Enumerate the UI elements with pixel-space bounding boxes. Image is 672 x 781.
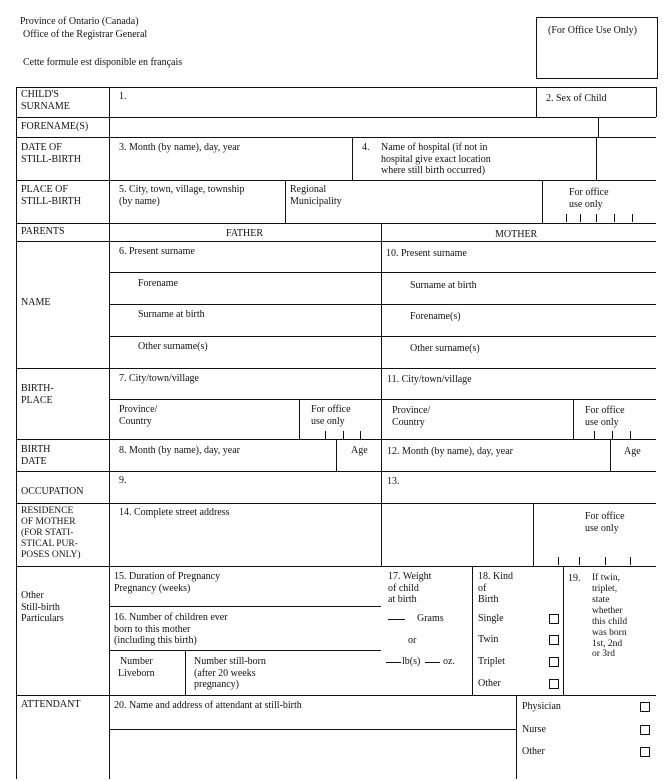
- french-note: Cette formule est disponible en français: [23, 57, 183, 68]
- father-age-field[interactable]: Age: [351, 445, 368, 456]
- stillbirth-date-field[interactable]: 3. Month (by name), day, year: [119, 142, 240, 153]
- childs-surname-label: CHILD'S SURNAME: [21, 89, 70, 112]
- single-checkbox[interactable]: [549, 614, 559, 624]
- place-city-field[interactable]: 5. City, town, village, township (by name): [119, 184, 245, 207]
- birth-order-field[interactable]: If twin, triplet, state whether this child was born 1st, 2nd or 3rd: [592, 573, 628, 660]
- weight-heading: 17. Weight of child at birth: [388, 571, 432, 605]
- mother-occupation-field[interactable]: 13.: [387, 476, 400, 487]
- occupation-label: OCCUPATION: [21, 486, 84, 497]
- mother-age-field[interactable]: Age: [624, 446, 641, 457]
- mother-city-field[interactable]: 11. City/town/village: [387, 374, 472, 385]
- mother-forenames-field[interactable]: Forename(s): [410, 311, 461, 322]
- residence-label: RESIDENCE OF MOTHER (FOR STATI- STICAL PUR- POSES ONLY): [21, 506, 81, 560]
- number-stillborn-field[interactable]: Number still-born (after 20 weeks pregnancy): [194, 656, 266, 690]
- attendant-label: ATTENDANT: [21, 699, 81, 710]
- number-liveborn-field[interactable]: Number Liveborn: [118, 656, 155, 679]
- mother-other-surnames-field[interactable]: Other surname(s): [410, 343, 480, 354]
- birth-order-number: 19.: [568, 573, 581, 584]
- registrar-line: Office of the Registrar General: [23, 29, 148, 40]
- father-surname-at-birth-field[interactable]: Surname at birth: [138, 309, 205, 320]
- weight-lbs-field[interactable]: lb(s): [402, 656, 421, 667]
- other-kind-checkbox[interactable]: [549, 679, 559, 689]
- other-attendant-checkbox[interactable]: [640, 747, 650, 757]
- mother-heading: MOTHER: [495, 229, 538, 240]
- place-of-stillbirth-label: PLACE OF STILL-BIRTH: [21, 184, 81, 207]
- name-label: NAME: [21, 297, 51, 308]
- birth-date-label: BIRTH DATE: [21, 444, 51, 467]
- weight-grams-field[interactable]: Grams: [417, 613, 444, 624]
- father-province-field[interactable]: Province/ Country: [119, 404, 158, 427]
- father-city-field[interactable]: 7. City/town/village: [119, 373, 199, 384]
- nurse-checkbox[interactable]: [640, 725, 650, 735]
- office-use-label: (For Office Use Only): [548, 25, 637, 36]
- date-of-stillbirth-label: DATE OF STILL-BIRTH: [21, 142, 81, 165]
- father-present-surname-field[interactable]: 6. Present surname: [119, 246, 195, 257]
- father-occupation-field[interactable]: 9.: [119, 475, 127, 486]
- twin-checkbox[interactable]: [549, 635, 559, 645]
- mother-province-field[interactable]: Province/ Country: [392, 405, 431, 428]
- residence-office-label: For office use only: [585, 511, 625, 534]
- father-forename-field[interactable]: Forename: [138, 278, 178, 289]
- nurse-option-label: Nurse: [522, 724, 546, 735]
- single-option-label: Single: [478, 613, 504, 624]
- father-birthplace-office-label: For office use only: [311, 404, 351, 427]
- father-heading: FATHER: [226, 228, 264, 239]
- particulars-label: Other Still-birth Particulars: [21, 590, 64, 624]
- mother-birth-date-field[interactable]: 12. Month (by name), day, year: [387, 446, 513, 457]
- province-line: Province of Ontario (Canada): [20, 16, 139, 27]
- mother-surname-at-birth-field[interactable]: Surname at birth: [410, 280, 477, 291]
- residence-address-field[interactable]: 14. Complete street address: [119, 507, 230, 518]
- triplet-checkbox[interactable]: [549, 657, 559, 667]
- hospital-field[interactable]: Name of hospital (if not in hospital give exact location where still birth occurred): [381, 142, 491, 176]
- twin-option-label: Twin: [478, 634, 499, 645]
- weight-or-label: or: [408, 635, 417, 646]
- kind-of-birth-heading: 18. Kind of Birth: [478, 571, 513, 605]
- regional-municipality-field[interactable]: Regional Municipality: [290, 184, 342, 207]
- physician-option-label: Physician: [522, 701, 561, 712]
- weight-oz-field[interactable]: oz.: [443, 656, 455, 667]
- birthplace-label: BIRTH- PLACE: [21, 383, 54, 406]
- forenames-label: FORENAME(S): [21, 121, 89, 132]
- father-other-surnames-field[interactable]: Other surname(s): [138, 341, 208, 352]
- other-kind-option-label: Other: [478, 678, 501, 689]
- attendant-name-field[interactable]: 20. Name and address of attendant at still-birth: [114, 700, 302, 711]
- triplet-option-label: Triplet: [478, 656, 505, 667]
- pregnancy-duration-field[interactable]: 15. Duration of Pregnancy Pregnancy (weeks): [114, 571, 221, 594]
- mother-present-surname-field[interactable]: 10. Present surname: [386, 248, 467, 259]
- hospital-number: 4.: [362, 142, 370, 153]
- children-born-field[interactable]: 16. Number of children ever born to this mother (including this birth): [114, 612, 228, 646]
- parents-label: PARENTS: [21, 226, 65, 237]
- mother-birthplace-office-label: For office use only: [585, 405, 625, 428]
- father-birth-date-field[interactable]: 8. Month (by name), day, year: [119, 445, 240, 456]
- sex-of-child-field[interactable]: 2. Sex of Child: [546, 93, 607, 104]
- other-attendant-option-label: Other: [522, 746, 545, 757]
- place-office-use-label: For office use only: [569, 187, 609, 210]
- physician-checkbox[interactable]: [640, 702, 650, 712]
- surname-field[interactable]: 1.: [119, 91, 127, 102]
